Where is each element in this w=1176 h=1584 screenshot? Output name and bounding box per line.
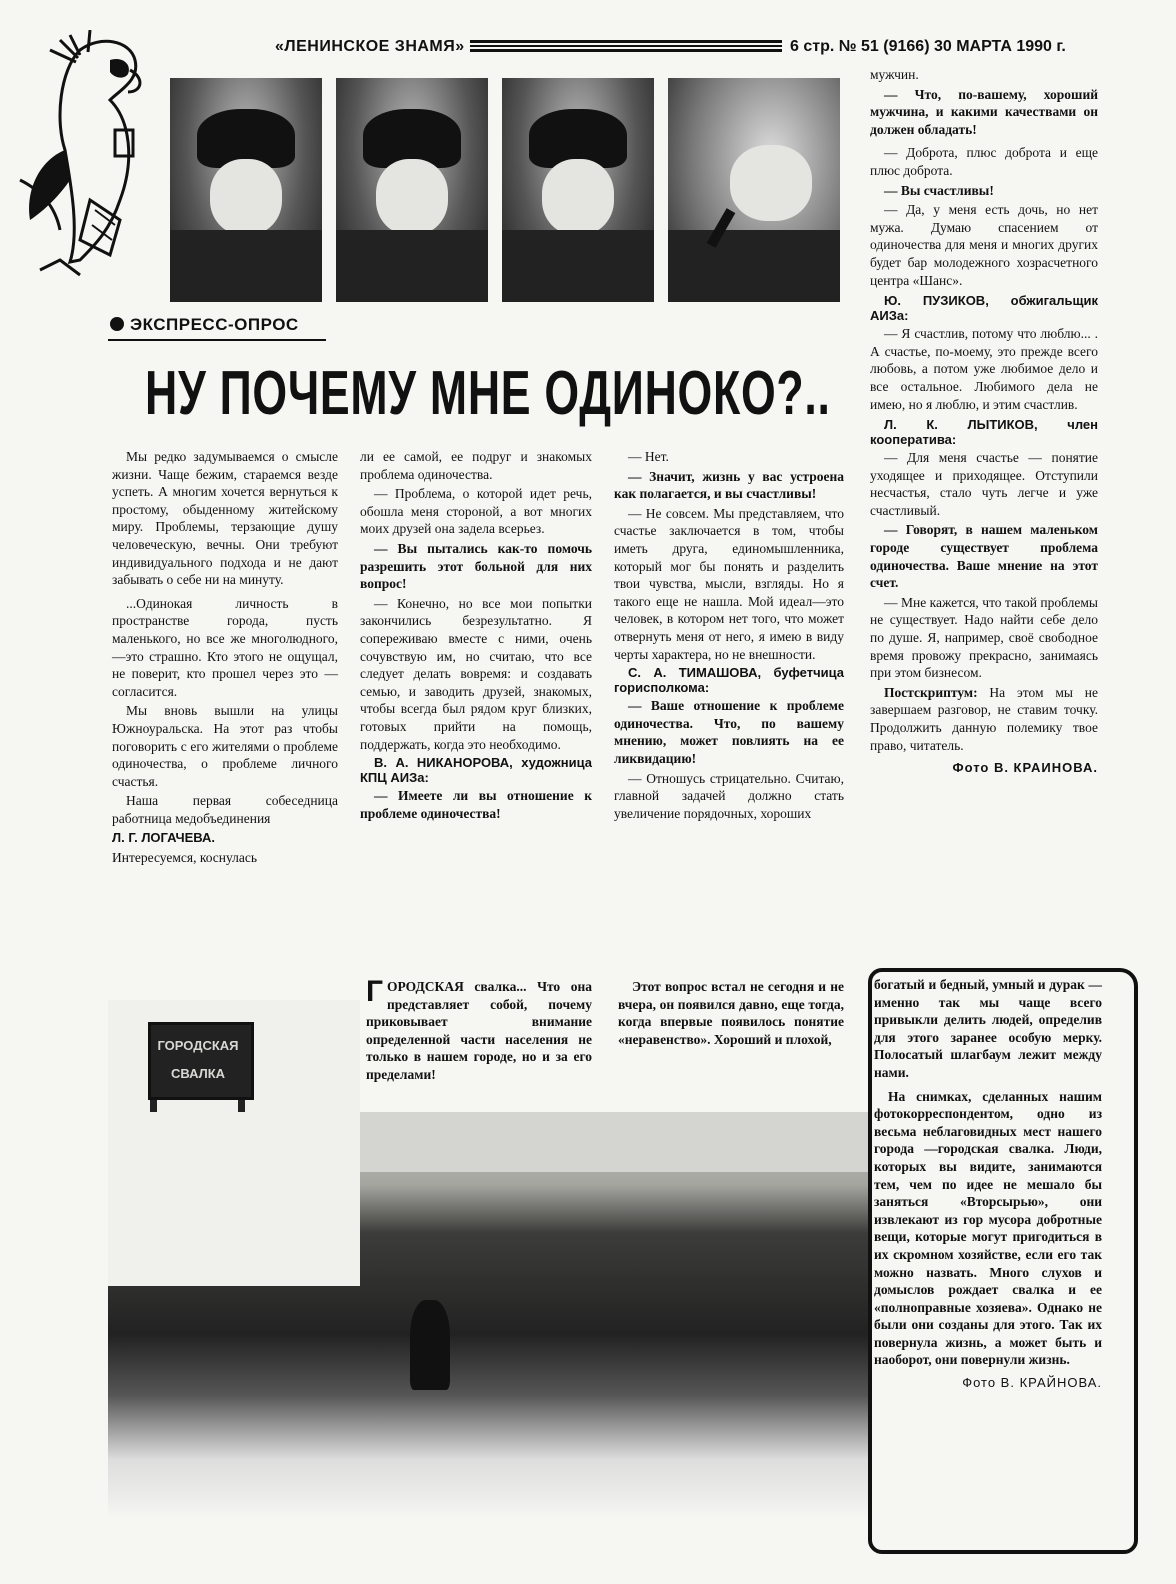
caption-text	[874, 976, 1102, 1392]
photo-credit: Фото В. КРАИНОВА.	[952, 760, 1098, 776]
paragraph: Интересуемся, коснулась	[112, 850, 258, 866]
photo-credit: Фото В. КРАЙНОВА.	[962, 1375, 1102, 1391]
paragraph: Мы редко задумываемся о смысле жизни. Чаще бежим, стараемся везде успеть. А многим хочется вернуться к простому, обыденному житейскому миру. Проблемы, терзающие душу человеческую, вечны. Они требуют индивидуального подхода и не дают забывать о себе ни на минуту.	[112, 449, 338, 588]
question: — Вы пытались как-то помочь разрешить этот больной для них вопрос!	[360, 540, 592, 592]
newspaper-title: «ЛЕНИНСКОЕ ЗНАМЯ»	[275, 38, 465, 55]
question: — Говорят, в нашем маленьком городе существует проблема одиночества. Ваше мнение на этот счет.	[870, 522, 1098, 591]
paragraph: — Проблема, о которой идет речь, обошла меня стороной, а вот многих моих друзей она задела всерьез.	[360, 486, 592, 537]
portrait-photo-3	[502, 78, 654, 302]
question: — Вы счастливы!	[884, 182, 994, 198]
photo-corner	[108, 1112, 360, 1286]
paragraph: Наша первая собеседница работница медобъединения	[112, 793, 338, 826]
rubric-label: ЭКСПРЕСС-ОПРОС	[130, 315, 299, 334]
interviewee-name	[112, 829, 338, 847]
postscript-label: Постскриптум:	[884, 684, 978, 700]
paragraph: — Нет.	[628, 449, 669, 464]
section-rubric	[110, 315, 299, 335]
paragraph: ...Одинокая личность в пространстве города, пусть маленького, но все же многолюдного, —это страшно. Кто этого не ощущал, не поверит, кто прошел через это — согласится.	[112, 595, 338, 699]
lower-lead	[366, 975, 592, 1086]
lead-text: ОРОДСКАЯ свалка... Что она представляет собой, почему приковывает внимание определенной части населения не только в нашем городе, но и за его пределами!	[366, 979, 592, 1082]
paragraph: — Доброта, плюс доброта и еще плюс доброта.	[870, 145, 1098, 178]
sky	[360, 1112, 868, 1172]
article-column-4	[870, 66, 1098, 777]
paragraph: мужчин.	[870, 67, 919, 82]
paragraph: На снимках, сделанных нашим фотокорреспондентом, одно из весьма неблаговидных мест нашего города —городская свалка. Люди, которых вы видите, занимаются тем, чем по идее не мешало бы заняться «Вторсырью», они извлекают из гор мусора добротные вещи, которые могут пригодиться в их скромном хозяйстве, если его так можно назвать. Много слухов и домыслов рождает свалка и ее «полноправные хозяева». Однако не были они созданы для этого. Так их повернула жизнь, а может быть и наоборот, они повернули жизнь.	[874, 1088, 1102, 1368]
headline: НУ ПОЧЕМУ МНЕ ОДИНОКО?..	[145, 359, 831, 428]
issue-info: 6 стр. № 51 (9166) 30 МАРТА 1990 г.	[790, 38, 1066, 55]
postscript	[870, 684, 1098, 754]
portrait-photo-interviewer	[668, 78, 840, 302]
postscript-text: На этом мы не завершаем разговор, не ставим точку. Продолжить данную полемику твое право, читатель.	[870, 684, 1099, 753]
sign-line: СВАЛКА	[170, 1066, 226, 1081]
paragraph: — Да, у меня есть дочь, но нет мужа. Думаю спасением от одиночества для меня и многих других будет бар молодежного хозрасчетного центра «Шанс».	[870, 202, 1098, 288]
bullet-icon	[110, 317, 124, 331]
parrot-illustration	[10, 30, 170, 280]
article-column-1	[112, 448, 338, 869]
portrait-photo-1	[170, 78, 322, 302]
interviewee-signature: Ю. ПУЗИКОВ, обжигальщик АИЗа:	[870, 293, 1098, 324]
paragraph: — Я счастлив, потому что люблю... . А счастье, по-моему, это прежде всего любовь, а потом уже любимое дело и все остальное. Любимого дела не имею, но я люблю, и этим счастлив.	[870, 326, 1098, 412]
lower-middle	[618, 978, 844, 1050]
lead-paragraph	[366, 975, 592, 1084]
paragraph: — Конечно, но все мои попытки закончились безрезультатно. Я сопереживаю вместе с ними, очень сочувствую им, но считаю, что все следует делать вовремя: и создавать семью, и заводить друзей, знакомых, чтобы всегда был рядом круг близких, готовых прийти на помощь, поддержать, когда это необходимо.	[360, 595, 592, 752]
interviewee-signature: Л. Г. ЛОГАЧЕВА.	[112, 830, 216, 846]
paragraph: — Для меня счастье — понятие уходящее и приходящее. Отступили несчастья, стало чуть легче и уже счастливый.	[870, 450, 1098, 518]
masthead-rule	[470, 40, 782, 52]
paragraph: — Отношусь стрицательно. Считаю, главной задачей должно стать увеличение порядочных, хороших	[614, 770, 844, 821]
portrait-photo-2	[336, 78, 488, 302]
interviewee-signature: С. А. ТИМАШОВА, буфетчица горисполкома:	[614, 665, 844, 696]
sign-line: ГОРОДСКАЯ	[157, 1038, 239, 1053]
paragraph: — Не совсем. Мы представляем, что счастье заключается в том, чтобы иметь друга, единомышленника, который мог бы понять и разделить твои чувства, мысли, взгляды. Но я такого еще не нашла. Мой идеал—это человек, в котором нет того, что может отвернуть меня от него, я имею в виду черты характера, но не внешности.	[614, 505, 844, 662]
question: — Что, по-вашему, хороший мужчина, и какими качествами он должен обладать!	[870, 86, 1098, 137]
drop-cap: Г	[366, 975, 384, 1008]
paragraph: богатый и бедный, умный и дурак — именно так мы чаще всего привыкли делить людей, определив для этого заранее особую мерку. Полосатый шлагбаум лежит между нами.	[874, 977, 1102, 1080]
paragraph: Этот вопрос встал не сегодня и не вчера, он появился давно, еще тогда, когда впервые появилось понятие «неравенство». Хороший и плохой,	[618, 979, 844, 1047]
article-column-3	[614, 448, 844, 824]
question: — Ваше отношение к проблеме одиночества. Что, по вашему мнению, может повлиять на ее ликвидацию!	[614, 698, 844, 766]
paragraph: Мы вновь вышли на улицы Южноуральска. На этот раз чтобы поговорить с его жителями о проблеме одиночества, о проблеме личного счастья.	[112, 703, 338, 789]
person-figure	[410, 1300, 450, 1390]
interviewee-signature: Л. К. ЛЫТИКОВ, член кооператива:	[870, 417, 1098, 448]
question: — Значит, жизнь у вас устроена как полагается, и вы счастливы!	[614, 468, 844, 502]
dump-sign-text	[152, 1032, 244, 1088]
paragraph: ли ее самой, ее подруг и знакомых проблема одиночества.	[360, 449, 592, 482]
rubric-underline	[108, 339, 326, 341]
paragraph: — Мне кажется, что такой проблемы не существует. Надо найти себе дело по душе. Я, например, своё свободное время провожу прекрасно, занимаясь при этом бизнесом.	[870, 594, 1098, 681]
article-column-2	[360, 448, 592, 824]
question: — Имеете ли вы отношение к проблеме одиночества!	[360, 788, 592, 821]
interviewee-signature: В. А. НИКАНОРОВА, художница КПЦ АИЗа:	[360, 755, 592, 786]
